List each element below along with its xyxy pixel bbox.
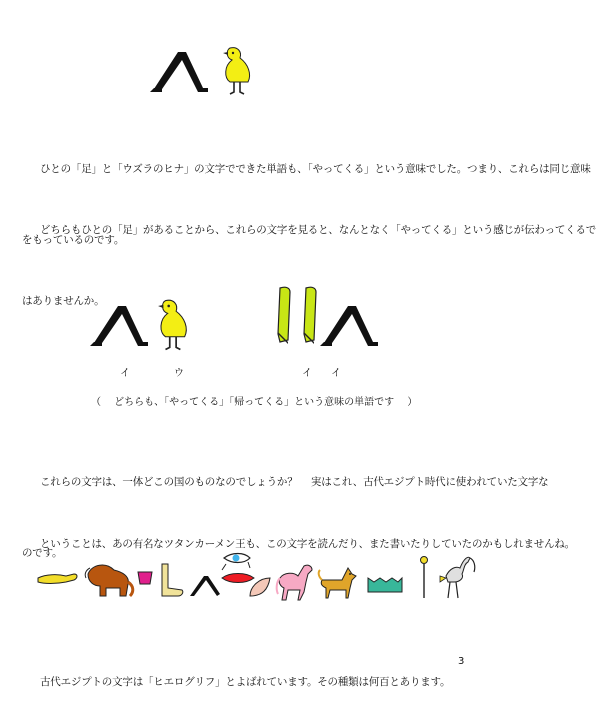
paragraph-2-line-1: どちらもひとの「足」があることから、これらの文字を見ると、なんとなく「やってくる」という感じが伝わってくるで — [40, 224, 596, 236]
bread-icon — [250, 578, 270, 596]
paragraph-3-line-2: のです。 — [22, 547, 63, 559]
paragraph-5 — [22, 632, 484, 712]
top-chick — [222, 44, 254, 100]
page-number: 3 — [458, 656, 465, 667]
chick-icon — [157, 296, 191, 352]
jar-icon — [138, 572, 152, 584]
middle-right-reeds — [276, 284, 320, 350]
reading-label: イ — [302, 368, 312, 379]
arm-icon — [38, 574, 77, 584]
paragraph-5-line-1: 古代エジプトの文字は「ヒエログリフ」とよばれています。その種類は何百とあります。 — [40, 676, 451, 688]
paragraph-3-line-1: これらの文字は、一体どこの国のものなのでしょうか？ 実はこれ、古代エジプト時代に使われていた文字な — [40, 476, 549, 488]
hieroglyph-row — [36, 552, 476, 608]
reading-label: ウ — [174, 368, 184, 379]
baboon-icon — [85, 565, 133, 596]
chick-icon — [222, 44, 254, 96]
paragraph-4-line-1: ということは、あの有名なツタンカーメン王も、この文字を読んだり、また書いたりしていたのかもしれませんね。 — [40, 538, 575, 550]
middle-left-chick — [157, 296, 191, 356]
mouth-icon — [222, 574, 254, 583]
caption: （ どちらも、「やってくる」「帰ってくる」という意味の単語です ） — [91, 397, 418, 408]
ibis-icon — [440, 557, 475, 598]
legs-icon — [318, 298, 384, 350]
reed-icon — [276, 284, 320, 346]
paragraph-1-line-1: ひとの「足」と「ウズラのヒナ」の文字でできた単語も、「やってくる」という意味でした。つまり、これらは同じ意味 — [40, 163, 591, 175]
middle-right-legs — [318, 298, 384, 354]
sedge-icon — [421, 557, 428, 599]
horse-icon — [277, 565, 312, 600]
paragraph-2-line-2: はありませんか。 — [22, 295, 105, 307]
canal-icon — [368, 578, 402, 592]
dog-icon — [319, 568, 356, 598]
reading-label: イ — [120, 368, 130, 379]
foot-icon — [162, 564, 183, 596]
legs-icon — [190, 576, 220, 596]
reading-label: イ — [331, 368, 341, 379]
paragraph-1-line-2: をもっているのです。 — [22, 234, 125, 246]
eye-icon — [222, 554, 250, 571]
